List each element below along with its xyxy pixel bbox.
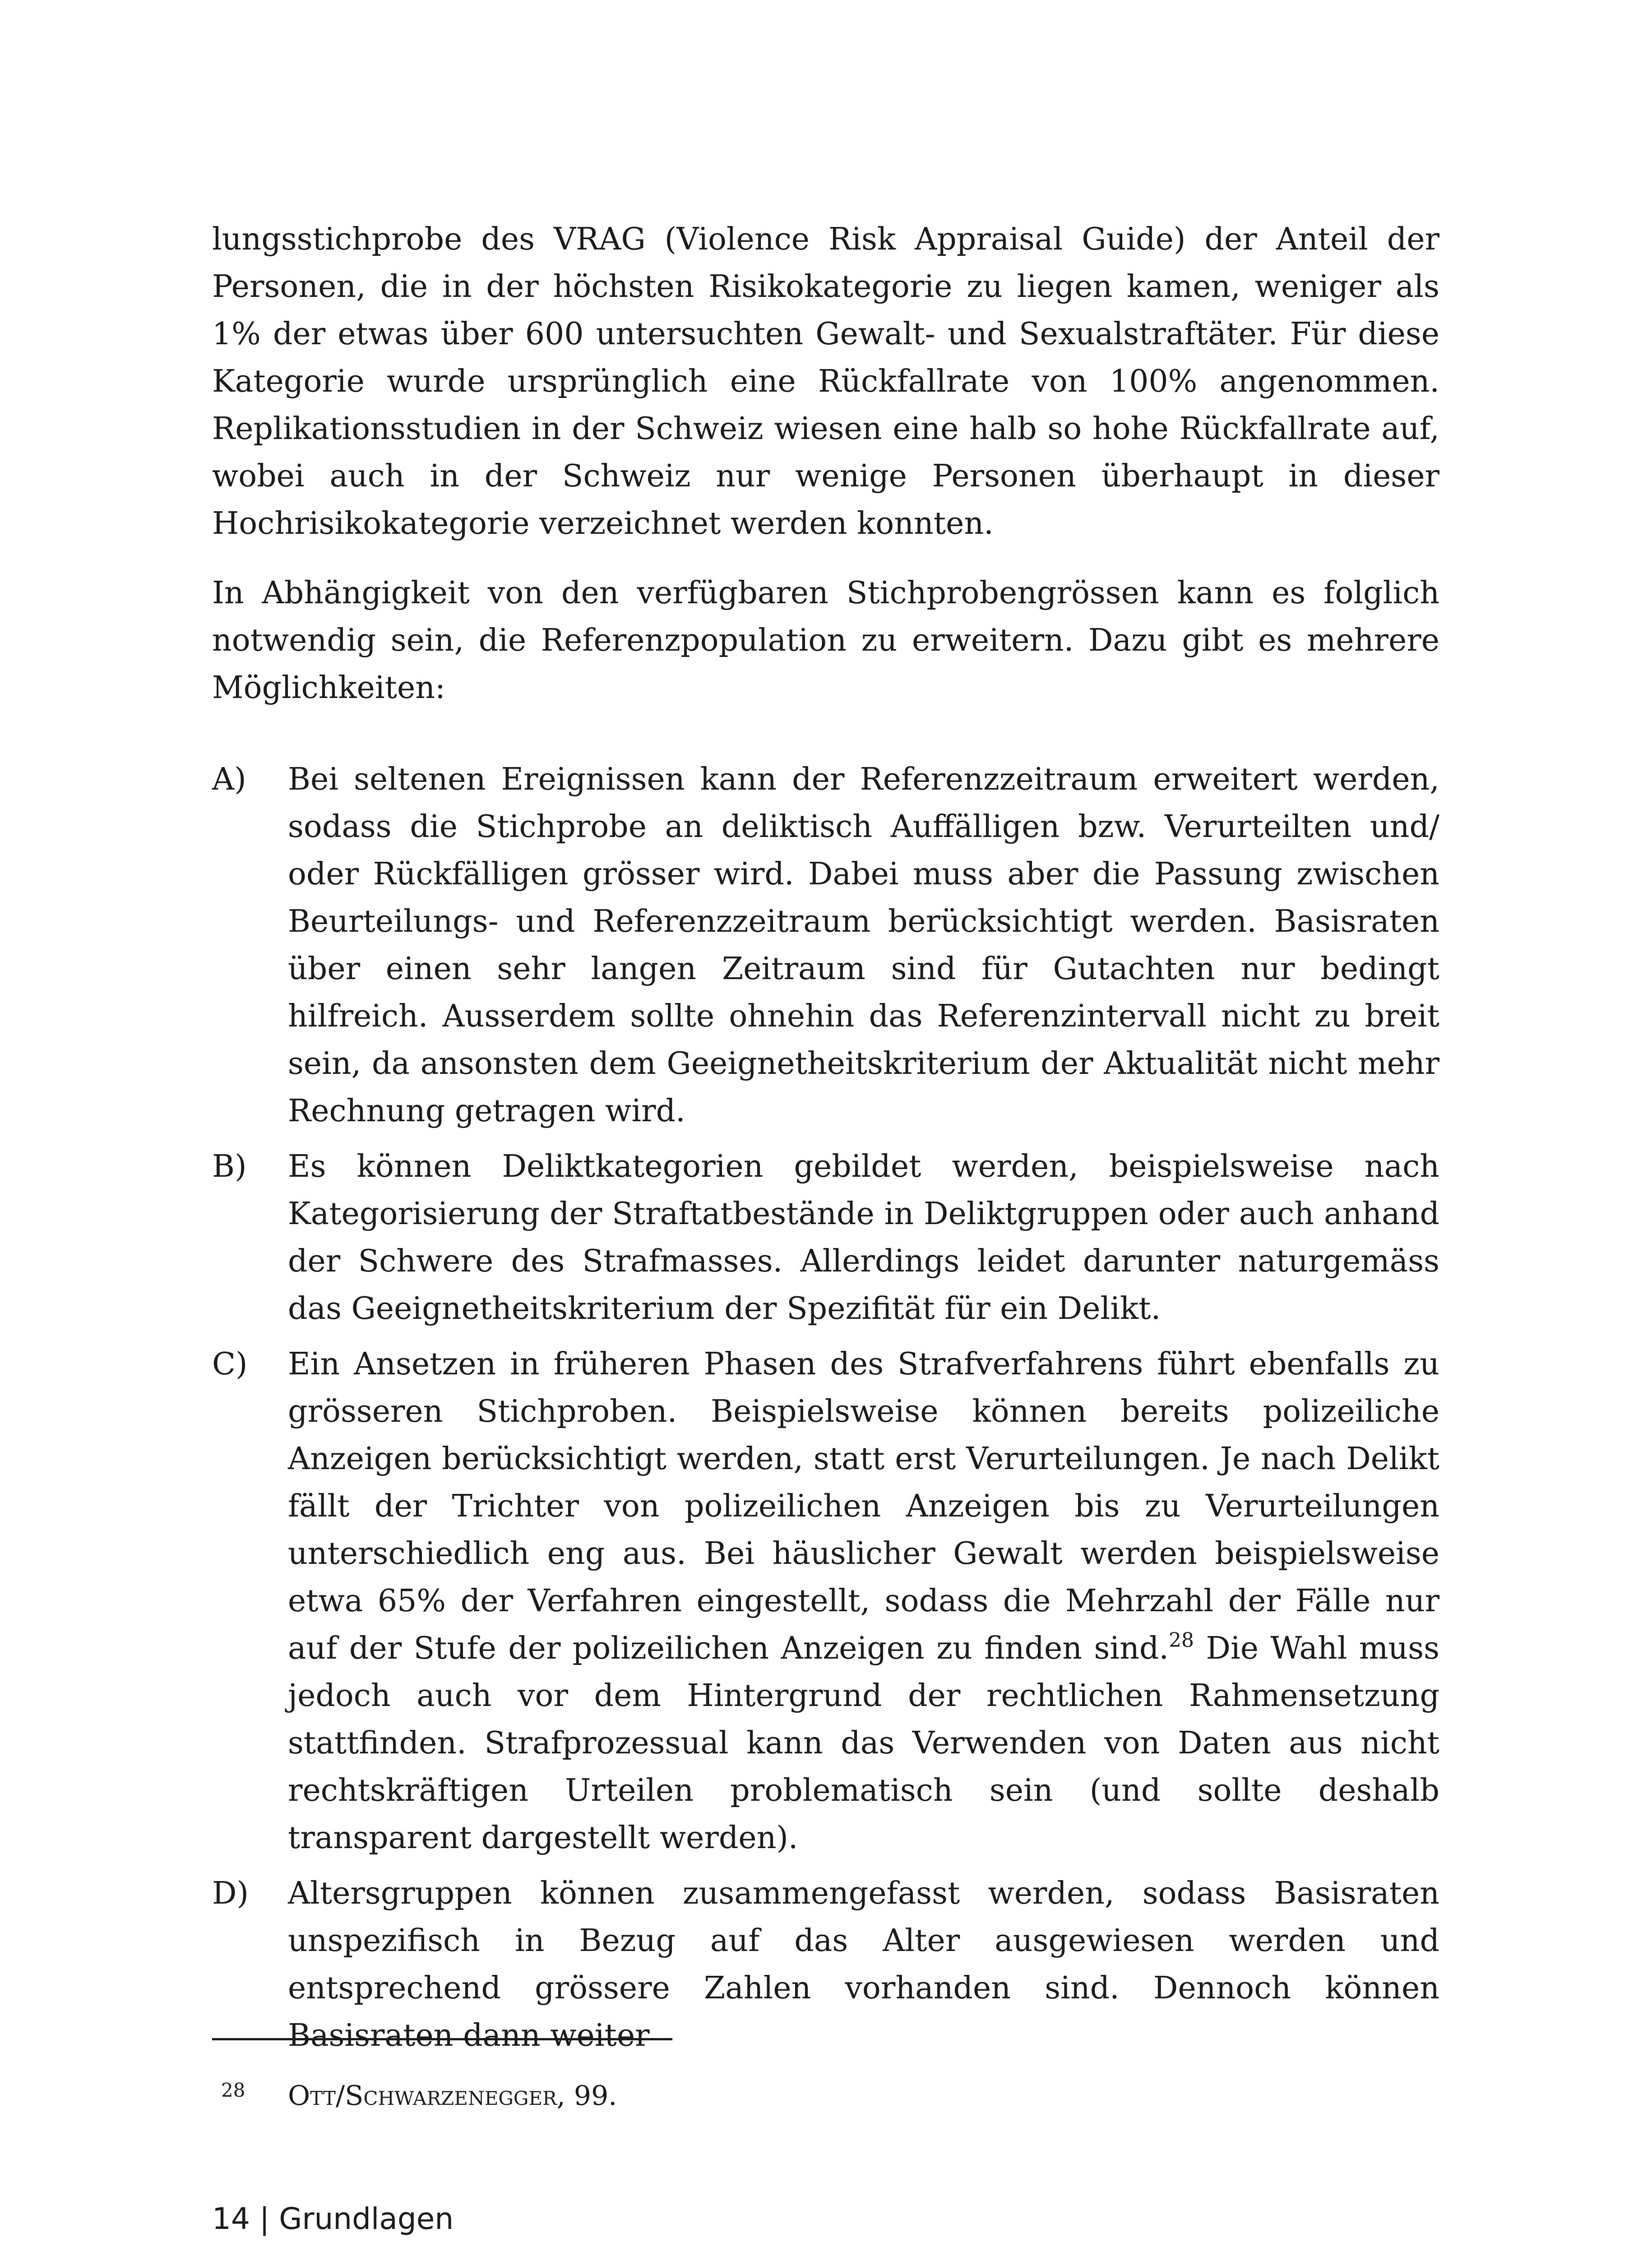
list-text-c-part-1: Ein Ansetzen in früheren Phasen des Strafverfahrens führt ebenfalls zu grösseren Stichproben. Beispielsweise können bereits polizeiliche Anzeigen berücksichtigt werden, statt erst Verurteilungen. Je nach Delikt fällt der Trichter von polizeilichen Anzeigen bis zu Verurteilungen unterschiedlich eng aus. Bei häuslicher Gewalt werden beispielsweise etwa 65% der Verfahren eingestellt, sodass die Mehrzahl der Fälle nur auf der Stufe der polizeilichen Anzeigen zu finden sind.: [288, 1346, 1439, 1666]
list-marker-b: B): [212, 1149, 247, 1184]
body-paragraph-1: lungsstichprobe des VRAG (Violence Risk Appraisal Guide) der Anteil der Personen, die in der höchsten Risikokategorie zu liegen kamen, weniger als 1% der etwas über 600 untersuchten Gewalt- und Sexualstraftäter. Für diese Kategorie wurde ursprünglich eine Rückfallrate von 100% angenommen. Replikationsstudien in der Schweiz wiesen eine halb so hohe Rückfallrate auf, wobei auch in der Schweiz nur wenige Personen überhaupt in dieser Hochrisikokategorie verzeichnet werden konnten.: [212, 222, 1439, 541]
footnote-page: , 99.: [556, 2080, 617, 2112]
section-title: Grundlagen: [279, 2201, 454, 2236]
page-number: 14: [212, 2201, 250, 2236]
list-text-c: [288, 1346, 1439, 1856]
list-marker-d: D): [212, 1876, 249, 1911]
footnote-divider: [212, 2038, 672, 2040]
list-marker-c: C): [212, 1346, 248, 1382]
options-list: [212, 756, 1439, 2067]
list-item-d: [212, 1870, 1439, 2059]
footnote-text: [288, 2076, 617, 2116]
body-paragraph-2: In Abhängigkeit von den verfügbaren Stichprobengrössen kann es folglich notwendig sein, die Referenzpopulation zu erweitern. Dazu gibt es mehrere Möglichkeiten:: [212, 575, 1439, 706]
list-marker-a: A): [212, 762, 246, 797]
list-text-b: Es können Deliktkategorien gebildet werden, beispielsweise nach Kategorisierung der Straftatbestände in Deliktgruppen oder auch anhand der Schwere des Strafmasses. Allerdings leidet darunter naturgemäss das Geeignetheitskriterium der Spezifität für ein Delikt.: [288, 1149, 1439, 1327]
list-text-c-part-2: Die Wahl muss jedoch auch vor dem Hintergrund der rechtlichen Rahmensetzung stattfinden. Strafprozessual kann das Verwenden von Daten aus nicht rechtskräftigen Urteilen problematisch sein (und sollte deshalb transparent dargestellt werden).: [288, 1631, 1439, 1856]
list-item-c: [212, 1341, 1439, 1862]
footnote-author: Ott/Schwarzenegger: [288, 2080, 557, 2112]
list-item-a: [212, 756, 1439, 1135]
footnote-number: 28: [221, 2079, 245, 2101]
footer-separator: |: [259, 2201, 270, 2236]
page-footer: [212, 2199, 453, 2239]
footnote-reference-28[interactable]: 28: [1169, 1629, 1194, 1652]
list-text-a: Bei seltenen Ereignissen kann der Referenzzeitraum erweitert werden, sodass die Stichprobe an deliktisch Auffälligen bzw. Verurteilten und/ oder Rückfälligen grösser wird. Dabei muss aber die Passung zwischen Beurteilungs- und Referenzzeitraum berücksichtigt werden. Basisraten über einen sehr langen Zeitraum sind für Gutachten nur bedingt hilfreich. Ausserdem sollte ohnehin das Referenzintervall nicht zu breit sein, da ansonsten dem Geeignetheitskriterium der Aktualität nicht mehr Rechnung getragen wird.: [288, 762, 1439, 1129]
list-item-b: [212, 1143, 1439, 1332]
list-text-d: Altersgruppen können zusammengefasst werden, sodass Basisraten unspezifisch in Bezug auf das Alter ausgewiesen werden und entsprechend grössere Zahlen vorhanden sind. Dennoch können Basisraten dann weiter: [288, 1876, 1439, 2053]
